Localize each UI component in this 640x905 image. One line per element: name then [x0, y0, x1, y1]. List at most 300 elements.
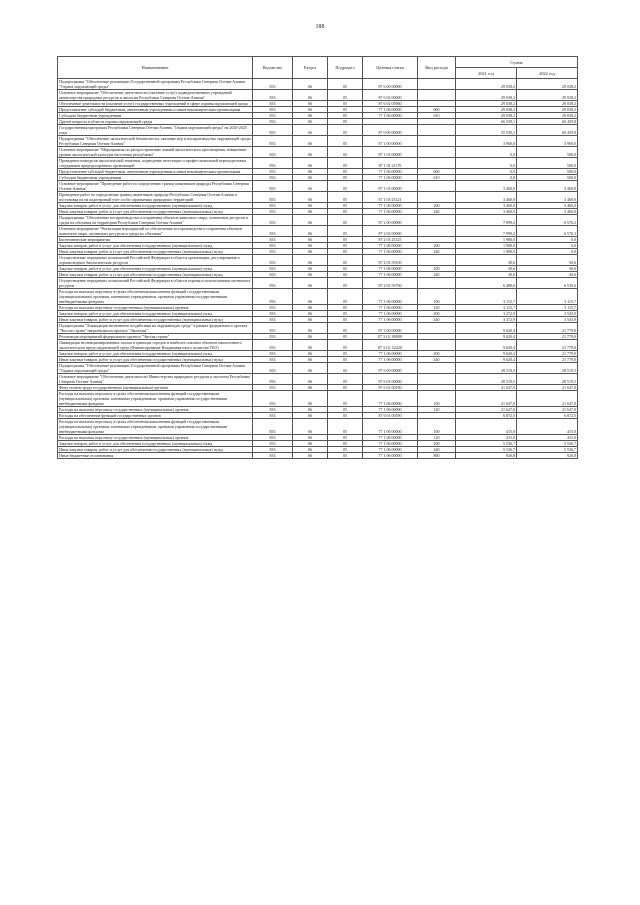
- row-sum-2021: 30,6: [456, 272, 517, 278]
- row-name: Закупка товаров, работ и услуг для обеспечения государственных (муниципальных) нужд: [58, 311, 253, 317]
- row-name: Расходы на выплаты персоналу государственных (муниципальных) органов: [58, 407, 253, 413]
- row-vedomstvo: 833: [253, 340, 293, 351]
- row-sum-2021: 55 539,1: [456, 125, 517, 136]
- row-podrazdel: 05: [328, 209, 363, 215]
- row-name: Подпрограмма "Обеспечение реализации Государственной программы Республики Северная Осетия-Алания "Охрана окружающей среды": [58, 363, 253, 374]
- row-sum-2021: 0,0: [456, 169, 517, 175]
- row-sum-2022: 30,6: [517, 255, 578, 266]
- row-podrazdel: 05: [328, 107, 363, 113]
- row-name: Расходы на выплаты персоналу в целях обеспечения выполнения функций государственными (муниципальными) органами, казенными учреждениями, органами управления государственными внебюджетными фондами: [58, 419, 253, 435]
- table-row: [58, 453, 578, 459]
- row-vr: 200: [418, 441, 456, 447]
- row-cs: 77 1 06 00000: [363, 305, 418, 311]
- row-sum-2021: 29 038,2: [456, 107, 517, 113]
- row-podrazdel: 05: [328, 266, 363, 272]
- row-razdel: 06: [293, 175, 328, 181]
- row-sum-2022: 28 519,5: [517, 363, 578, 374]
- header-summa: Сумма: [456, 57, 578, 68]
- row-cs: 77 1 06 00000: [363, 311, 418, 317]
- row-vr: [418, 181, 456, 192]
- row-cs: 87 6 00 00000: [363, 363, 418, 374]
- row-sum-2022: 3 115,7: [517, 289, 578, 305]
- row-podrazdel: 05: [328, 90, 363, 101]
- row-vr: 240: [418, 249, 456, 255]
- row-vr: 240: [418, 209, 456, 215]
- row-name: Подпрограмма "Обеспечение воспроизводства и сохранения объектов животного мира, охотничьих ресурсов и среды их обитания на территории Республики Северная Осетия-Алания": [58, 215, 253, 226]
- row-sum-2022: 3 460,0: [517, 192, 578, 203]
- row-name: Предоставление субсидий бюджетным, автономным учреждениям и иным некоммерческим организациям: [58, 169, 253, 175]
- row-vedomstvo: 833: [253, 278, 293, 289]
- row-sum-2021: 29 038,2: [456, 101, 517, 107]
- row-sum-2022: 28 519,5: [517, 374, 578, 385]
- row-razdel: 06: [293, 107, 328, 113]
- row-sum-2022: 3 460,0: [517, 203, 578, 209]
- row-sum-2021: 415,0: [456, 435, 517, 441]
- row-name: Расходы на выплаты персоналу в целях обеспечения выполнения функций государственными (муниципальными) органами, казенными учреждениями, органами управления государственными внебюджетными фондами: [58, 391, 253, 407]
- row-podrazdel: 05: [328, 101, 363, 107]
- row-cs: 77 1 06 00000: [363, 357, 418, 363]
- table-row: [58, 147, 578, 158]
- row-sum-2021: 3 960,0: [456, 136, 517, 147]
- table-row: [58, 323, 578, 334]
- row-cs: 87 6 00 00000: [363, 79, 418, 90]
- row-vedomstvo: 833: [253, 255, 293, 266]
- table-row: [58, 136, 578, 147]
- row-sum-2022: 6 570,2: [517, 226, 578, 237]
- row-vedomstvo: 833: [253, 272, 293, 278]
- row-cs: 77 1 06 00000: [363, 175, 418, 181]
- row-vr: [418, 226, 456, 237]
- table-row: [58, 158, 578, 169]
- row-name: Иные закупки товаров, работ и услуг для обеспечения государственных (муниципальных) нужд: [58, 249, 253, 255]
- row-razdel: 06: [293, 147, 328, 158]
- row-sum-2022: 21 779,0: [517, 340, 578, 351]
- row-name: Предоставление субсидий бюджетным, автономным учреждениям и иным некоммерческим организациям: [58, 107, 253, 113]
- row-sum-2021: 6 488,6: [456, 278, 517, 289]
- row-cs: 87 2 03 59100: [363, 255, 418, 266]
- row-name: Обеспечение деятельности (оказание услуг) государственных учреждений в сфере охраны окружающей среды: [58, 101, 253, 107]
- row-cs: 77 1 06 00000: [363, 249, 418, 255]
- row-razdel: 06: [293, 351, 328, 357]
- row-sum-2021: 1 980,0: [456, 249, 517, 255]
- row-cs: 87 2 03 25125: [363, 237, 418, 243]
- row-cs: 77 1 06 00000: [363, 391, 418, 407]
- row-razdel: 06: [293, 192, 328, 203]
- row-vedomstvo: 833: [253, 357, 293, 363]
- row-podrazdel: 05: [328, 203, 363, 209]
- row-podrazdel: 05: [328, 169, 363, 175]
- row-podrazdel: 05: [328, 391, 363, 407]
- row-sum-2021: 3 460,0: [456, 181, 517, 192]
- row-name: Иные закупки товаров, работ и услуг для обеспечения государственных (муниципальных) нужд: [58, 317, 253, 323]
- row-sum-2021: 3 460,0: [456, 203, 517, 209]
- row-name: Подпрограмма "Обеспечение экологической безопасности, оказание мер и воспроизводство окружающей среды Республики Северная Осетия-Алания": [59, 136, 251, 146]
- row-razdel: 06: [293, 255, 328, 266]
- row-cs: 87 1 00 00000: [363, 136, 418, 147]
- table-row: [58, 226, 578, 237]
- row-name: Основное мероприятие "Мероприятия по распространению знаний экологического просвещения, повышение уровня экологической культуры населения республики": [58, 147, 253, 158]
- row-razdel: 06: [293, 181, 328, 192]
- header-name: Наименование: [58, 57, 253, 79]
- row-sum-2021: 9 620,4: [456, 334, 517, 340]
- row-sum-2021: 21 647,0: [456, 391, 517, 407]
- row-cs: 77 1 06 00000: [363, 453, 418, 459]
- row-vedomstvo: 833: [253, 119, 293, 125]
- row-cs: 87 2 03 00000: [363, 226, 418, 237]
- row-sum-2022: 3 543,9: [517, 311, 578, 317]
- row-razdel: 06: [293, 79, 328, 90]
- row-sum-2022: 30,6: [517, 272, 578, 278]
- row-razdel: 06: [293, 413, 328, 419]
- row-podrazdel: 05: [328, 192, 363, 203]
- row-razdel: 06: [293, 203, 328, 209]
- row-sum-2022: 29 038,2: [517, 107, 578, 113]
- row-sum-2021: 9 620,4: [456, 357, 517, 363]
- row-vedomstvo: 833: [253, 447, 293, 453]
- row-podrazdel: 05: [328, 289, 363, 305]
- row-razdel: 06: [293, 447, 328, 453]
- row-sum-2021: 21 647,0: [456, 407, 517, 413]
- row-vr: [418, 363, 456, 374]
- row-vedomstvo: 833: [253, 107, 293, 113]
- row-name: Закупка товаров, работ и услуг для обеспечения государственных (муниципальных) нужд: [58, 266, 253, 272]
- row-sum-2022: 500,0: [517, 169, 578, 175]
- row-podrazdel: 05: [328, 113, 363, 119]
- row-name: Закупка товаров, работ и услуг для обеспечения государственных (муниципальных) нужд: [58, 203, 253, 209]
- row-name: Основное мероприятие "Проведение работ по определению границ памятников природы Республики Северная Осетия-Алания": [58, 181, 253, 192]
- table-row: [58, 181, 578, 192]
- row-vr: [418, 192, 456, 203]
- header-cs: Целевая статья: [363, 57, 418, 79]
- row-sum-2022: 3 460,0: [517, 209, 578, 215]
- row-vedomstvo: 833: [253, 237, 293, 243]
- row-vedomstvo: 833: [253, 209, 293, 215]
- row-sum-2021: 415,0: [456, 419, 517, 435]
- row-razdel: 06: [293, 391, 328, 407]
- budget-table: [57, 56, 578, 459]
- row-name: Иные закупки товаров, работ и услуг для обеспечения государственных (муниципальных) нужд: [58, 357, 253, 363]
- row-podrazdel: 05: [328, 305, 363, 311]
- row-vedomstvo: 833: [253, 169, 293, 175]
- row-name: Подпрограмма "Ликвидация негативного воздействия на окружающую среду" в рамках федерального проекта "Чистая страна" национального проекта "Экология": [58, 323, 253, 334]
- row-vedomstvo: 833: [253, 419, 293, 435]
- row-vedomstvo: 833: [253, 266, 293, 272]
- row-cs: 87 0 00 00000: [363, 125, 418, 136]
- row-vr: 200: [418, 266, 456, 272]
- row-sum-2021: 7 999,2: [456, 215, 517, 226]
- row-razdel: 06: [293, 125, 328, 136]
- row-sum-2021: 0,0: [456, 158, 517, 169]
- header-razdel: Раздел: [293, 57, 328, 79]
- row-razdel: 06: [293, 323, 328, 334]
- row-vr: 200: [418, 311, 456, 317]
- row-sum-2022: 6 872,5: [517, 413, 578, 419]
- row-name: Закупка товаров, работ и услуг для обеспечения государственных (муниципальных) нужд: [58, 441, 253, 447]
- row-vr: [418, 136, 456, 147]
- row-sum-2022: 21 647,0: [517, 391, 578, 407]
- row-vr: 600: [418, 107, 456, 113]
- row-razdel: 06: [293, 453, 328, 459]
- row-vr: 100: [418, 391, 456, 407]
- row-vr: 120: [418, 435, 456, 441]
- row-podrazdel: 05: [328, 237, 363, 243]
- row-vedomstvo: 833: [253, 125, 293, 136]
- row-podrazdel: 05: [328, 385, 363, 391]
- row-sum-2022: 5 536,7: [517, 447, 578, 453]
- row-name: Проведение работ по определению границ памятников природы Республики Северная Осетия-Алания и постановка их на кадастровый учет особо охраняемых природных территорий: [58, 192, 253, 203]
- row-cs: 77 1 06 00000: [363, 169, 418, 175]
- row-sum-2021: 5 536,7: [456, 441, 517, 447]
- row-razdel: 06: [293, 435, 328, 441]
- row-razdel: 06: [293, 363, 328, 374]
- row-vr: 200: [418, 351, 456, 357]
- row-sum-2022: 30,6: [517, 266, 578, 272]
- row-sum-2022: 3 543,9: [517, 317, 578, 323]
- row-vedomstvo: 833: [253, 407, 293, 413]
- row-name: Осуществление переданных полномочий Российской Федерации в области охраны и использования охотничьих ресурсов: [58, 278, 253, 289]
- row-podrazdel: 05: [328, 272, 363, 278]
- row-name: Расходы на выплаты персоналу государственных (муниципальных) органов: [58, 435, 253, 441]
- row-podrazdel: 05: [328, 158, 363, 169]
- row-sum-2021: 3 115,7: [456, 305, 517, 311]
- row-vedomstvo: 833: [253, 305, 293, 311]
- row-vedomstvo: 833: [253, 136, 293, 147]
- row-sum-2021: 30,6: [456, 255, 517, 266]
- header-vedomstvo: Ведомство: [253, 57, 293, 79]
- row-podrazdel: 05: [328, 215, 363, 226]
- row-name: Иные закупки товаров, работ и услуг для обеспечения государственных (муниципальных) нужд: [58, 272, 253, 278]
- row-razdel: 06: [293, 136, 328, 147]
- row-cs: 77 1 06 00000: [363, 272, 418, 278]
- row-sum-2021: 9 620,4: [456, 351, 517, 357]
- row-cs: 87 1 03 25121: [363, 192, 418, 203]
- row-sum-2022: 60 459,8: [517, 125, 578, 136]
- row-sum-2021: 3 372,9: [456, 317, 517, 323]
- row-vedomstvo: 833: [253, 226, 293, 237]
- row-sum-2021: 29 038,2: [456, 113, 517, 119]
- row-podrazdel: 05: [328, 407, 363, 413]
- row-sum-2021: 3 115,7: [456, 289, 517, 305]
- table-row: [58, 363, 578, 374]
- row-razdel: 06: [293, 305, 328, 311]
- row-vedomstvo: 833: [253, 243, 293, 249]
- row-vedomstvo: 833: [253, 363, 293, 374]
- row-name: Иные закупки товаров, работ и услуг для обеспечения государственных (муниципальных) нужд: [58, 447, 253, 453]
- row-vedomstvo: 833: [253, 435, 293, 441]
- row-vr: [418, 90, 456, 101]
- row-sum-2022: 21 647,0: [517, 407, 578, 413]
- row-cs: 77 1 06 00000: [363, 317, 418, 323]
- row-razdel: 06: [293, 266, 328, 272]
- row-vr: [418, 278, 456, 289]
- row-sum-2021: 9 620,4: [456, 323, 517, 334]
- row-podrazdel: 05: [328, 243, 363, 249]
- row-name: Иные бюджетные ассигнования: [58, 453, 253, 459]
- row-sum-2022: 500,0: [517, 147, 578, 158]
- row-vedomstvo: 833: [253, 249, 293, 255]
- table-row: [58, 215, 578, 226]
- row-podrazdel: 05: [328, 374, 363, 385]
- row-cs: 87 3 G1 00000: [363, 334, 418, 340]
- row-name: Закупка товаров, работ и услуг для обеспечения государственных (муниципальных) нужд: [58, 351, 253, 357]
- row-sum-2021: 29 038,2: [456, 90, 517, 101]
- row-sum-2021: 28 519,5: [456, 363, 517, 374]
- row-sum-2022: 29 038,2: [517, 90, 578, 101]
- row-podrazdel: 05: [328, 453, 363, 459]
- row-name: Основное мероприятие "Обеспечение деятельности (оказание услуг) подведомственных учреждений министерства природных ресурсов и экологии Республики Северная Осетия-Алания": [58, 90, 253, 101]
- row-sum-2022: 21 779,0: [517, 334, 578, 340]
- row-cs: 77 1 06 00000: [363, 209, 418, 215]
- row-razdel: 06: [293, 113, 328, 119]
- table-row: [58, 79, 578, 90]
- row-podrazdel: 05: [328, 136, 363, 147]
- row-vedomstvo: 833: [253, 90, 293, 101]
- row-sum-2022: 6 539,6: [517, 278, 578, 289]
- header-2021: 2021 год: [456, 68, 517, 79]
- row-vr: [418, 79, 456, 90]
- row-razdel: 06: [293, 215, 328, 226]
- row-name: Расходы на выплаты персоналу в целях обеспечения выполнения функций государственными (муниципальными) органами, казенными учреждениями, органами управления государственными внебюджетными фондами: [58, 289, 253, 305]
- row-vr: 240: [418, 272, 456, 278]
- row-vedomstvo: 833: [253, 413, 293, 419]
- row-sum-2022: 920,8: [517, 453, 578, 459]
- row-vr: 200: [418, 243, 456, 249]
- row-podrazdel: 05: [328, 79, 363, 90]
- row-sum-2022: 60 459,8: [517, 119, 578, 125]
- row-name: Реализация мероприятий федерального проекта "Чистая страна": [58, 334, 253, 340]
- row-name: Субсидии бюджетным учреждениям: [58, 113, 253, 119]
- row-podrazdel: 05: [328, 147, 363, 158]
- row-podrazdel: 05: [328, 323, 363, 334]
- row-vr: 200: [418, 203, 456, 209]
- row-sum-2021: 29 038,2: [456, 79, 517, 90]
- row-vr: 240: [418, 447, 456, 453]
- row-cs: 77 1 06 00000: [363, 289, 418, 305]
- row-sum-2022: 3 960,0: [517, 136, 578, 147]
- row-sum-2021: 1 980,0: [456, 237, 517, 243]
- row-cs: 87 6 01 00000: [363, 374, 418, 385]
- row-name: Основное мероприятие "Реализация мероприятий по обеспечению воспроизводства и сохранения объектов животного мира, охотничьих ресурсов и среды их обитания": [58, 226, 253, 237]
- row-podrazdel: 05: [328, 249, 363, 255]
- row-cs: 87 3 00 00000: [363, 323, 418, 334]
- row-podrazdel: 05: [328, 447, 363, 453]
- row-podrazdel: 05: [328, 363, 363, 374]
- row-vedomstvo: 833: [253, 317, 293, 323]
- row-sum-2022: 21 779,0: [517, 351, 578, 357]
- row-razdel: 06: [293, 441, 328, 447]
- row-sum-2022: 415,0: [517, 419, 578, 435]
- row-cs: 87 3 G1 52420: [363, 340, 418, 351]
- row-vr: [418, 125, 456, 136]
- row-sum-2022: 21 779,0: [517, 357, 578, 363]
- row-cs: 77 1 06 00000: [363, 266, 418, 272]
- table-row: [58, 419, 578, 435]
- row-cs: 87 6 02 00000: [363, 90, 418, 101]
- row-vedomstvo: 833: [253, 323, 293, 334]
- header-2022: 2022 год: [517, 68, 578, 79]
- row-vedomstvo: 833: [253, 192, 293, 203]
- row-razdel: 06: [293, 357, 328, 363]
- row-podrazdel: 05: [328, 175, 363, 181]
- row-sum-2021: 66 539,1: [456, 119, 517, 125]
- row-cs: 77 1 06 00000: [363, 351, 418, 357]
- row-vedomstvo: 833: [253, 289, 293, 305]
- row-razdel: 06: [293, 334, 328, 340]
- row-podrazdel: 05: [328, 317, 363, 323]
- row-podrazdel: 05: [328, 334, 363, 340]
- row-cs: 77 1 06 00000: [363, 203, 418, 209]
- row-sum-2022: 6 570,2: [517, 215, 578, 226]
- row-vr: 240: [418, 317, 456, 323]
- row-razdel: 06: [293, 101, 328, 107]
- row-name: Закупка товаров, работ и услуг для обеспечения государственных (муниципальных) нужд: [58, 243, 253, 249]
- row-name: Иные закупки товаров, работ и услуг для обеспечения государственных (муниципальных) нужд: [58, 209, 253, 215]
- row-podrazdel: 05: [328, 413, 363, 419]
- table-row: [58, 391, 578, 407]
- table-row: [58, 125, 578, 136]
- row-sum-2021: 5 536,7: [456, 447, 517, 453]
- row-cs: 77 1 06 00000: [363, 419, 418, 435]
- row-razdel: 06: [293, 419, 328, 435]
- row-vedomstvo: 833: [253, 147, 293, 158]
- row-vedomstvo: 833: [253, 181, 293, 192]
- row-podrazdel: 05: [328, 255, 363, 266]
- row-cs: 77 1 06 00000: [363, 407, 418, 413]
- row-razdel: 06: [293, 407, 328, 413]
- row-vr: [418, 340, 456, 351]
- row-razdel: 06: [293, 340, 328, 351]
- row-name: Государственная программа Республики Северная Осетия-Алания "Охрана окружающей среды" на 2020-2025 годы: [58, 125, 253, 136]
- row-vedomstvo: 833: [253, 391, 293, 407]
- row-razdel: 06: [293, 311, 328, 317]
- row-sum-2022: 0,0: [517, 237, 578, 243]
- row-podrazdel: 05: [328, 441, 363, 447]
- row-vr: [418, 323, 456, 334]
- row-cs: 77 1 06 00000: [363, 113, 418, 119]
- row-sum-2022: 29 038,2: [517, 113, 578, 119]
- row-name: Подпрограмма "Обеспечение реализации Государственной программы Республики Северная Осетия-Алания "Охрана окружающей среды": [58, 79, 253, 90]
- row-sum-2021: 30,6: [456, 266, 517, 272]
- row-vr: [418, 255, 456, 266]
- row-sum-2022: 29 038,2: [517, 79, 578, 90]
- row-vr: 800: [418, 453, 456, 459]
- row-sum-2021: 1 980,0: [456, 243, 517, 249]
- row-sum-2021: 9 620,4: [456, 340, 517, 351]
- row-name: Фонд оплаты труда государственных (муниципальных) органов: [58, 385, 253, 391]
- row-vedomstvo: 833: [253, 441, 293, 447]
- row-vedomstvo: 833: [253, 453, 293, 459]
- row-razdel: 06: [293, 249, 328, 255]
- table-row: [58, 340, 578, 351]
- table-row: [58, 374, 578, 385]
- row-cs: 87 1 03 00000: [363, 181, 418, 192]
- row-cs: 77 1 06 00000: [363, 447, 418, 453]
- row-vedomstvo: 833: [253, 158, 293, 169]
- row-cs: 87 6 01 00190: [363, 385, 418, 391]
- row-sum-2022: 0,0: [517, 249, 578, 255]
- row-vr: 100: [418, 289, 456, 305]
- table-row: [58, 289, 578, 305]
- row-razdel: 06: [293, 226, 328, 237]
- row-sum-2021: 920,8: [456, 453, 517, 459]
- row-podrazdel: 05: [328, 125, 363, 136]
- row-sum-2022: 500,0: [517, 158, 578, 169]
- row-razdel: 06: [293, 278, 328, 289]
- row-sum-2022: 3 460,0: [517, 181, 578, 192]
- row-sum-2022: 21 779,0: [517, 323, 578, 334]
- row-razdel: 06: [293, 119, 328, 125]
- row-vr: [418, 158, 456, 169]
